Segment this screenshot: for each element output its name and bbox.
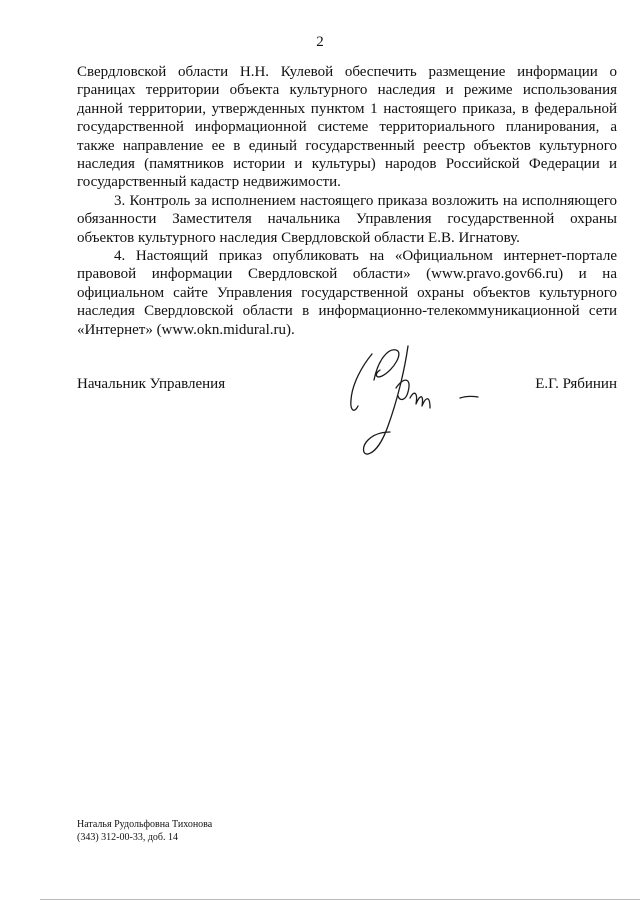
document-body: [77, 63, 617, 339]
signer-title: Начальник Управления: [77, 376, 226, 392]
executor-info: [77, 818, 212, 844]
executor-phone: (343) 312-00-33, доб. 14: [77, 832, 178, 843]
executor-name: Наталья Рудольфовна Тихонова: [77, 819, 213, 830]
paragraph-continuation: Свердловской области Н.Н. Кулевой обеспечить размещение информации о границах территории объекта культурного наследия и режиме использования данной территории, утвержденных пунктом 1 настоящего приказа, в федеральной государственной информационной системе территориального планирования, а также направление ее в единый государственный реестр объектов культурного наследия (памятников истории и культуры) народов Российской Федерации и государственный кадастр недвижимости.: [77, 64, 617, 191]
bottom-divider: [40, 899, 640, 900]
signer-name: Е.Г. Рябинин: [535, 376, 617, 392]
handwritten-signature: [338, 340, 488, 458]
paragraph-publication: 4. Настоящий приказ опубликовать на «Официальном интернет-портале правовой информации Свердловской области» (www.pravo.gov66.ru) и на официальном сайте Управления государственной охраны объектов культурного наследия Свердловской области в информационно-телекоммуникационной сети «Интернет» (www.okn.midural.ru).: [77, 248, 617, 338]
paragraph-control: 3. Контроль за исполнением настоящего приказа возложить на исполняющего обязанности Заместителя начальника Управления государственной охраны объектов культурного наследия Свердловской области Е.В. Игнатову.: [77, 192, 617, 246]
page-number: 2: [316, 34, 324, 50]
